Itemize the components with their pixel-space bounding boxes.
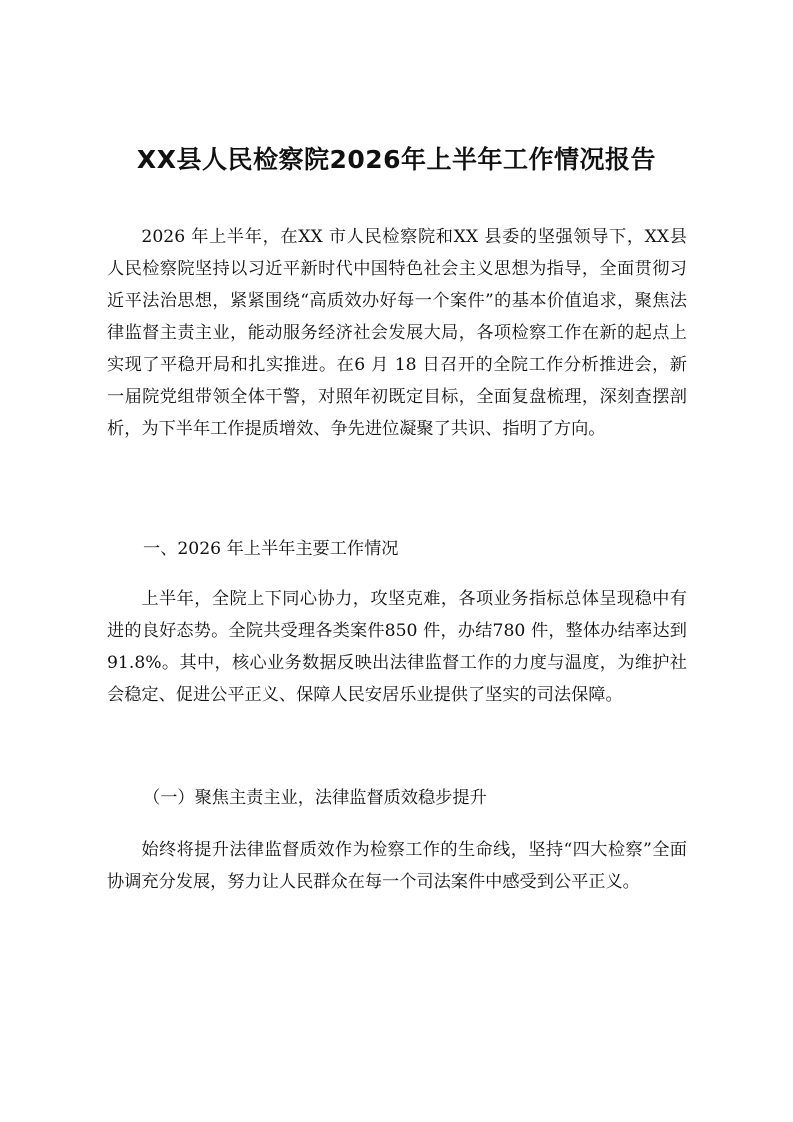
section-paragraph: 上半年，全院上下同心协力，攻坚克难，各项业务指标总体呈现稳中有进的良好态势。全院共受理各类案件850 件，办结780 件，整体办结率达到91.8%。其中，核心业务数据反映出法律监督工作的力度与温度，为维护社会稳定、促进公平正义、保障人民安居乐业提供了坚实的司法保障。 [107,589,687,705]
section-heading: 一、2026 年上半年主要工作情况 [143,539,399,559]
document-title: XX县人民检察院2026年上半年工作情况报告 [136,145,657,174]
subsection-paragraph: 始终将提升法律监督质效作为检察工作的生命线，坚持“四大检察”全面协调充分发展，努力让人民群众在每一个司法案件中感受到公平正义。 [107,840,687,892]
intro-paragraph: 2026 年上半年，在XX 市人民检察院和XX 县委的坚强领导下，XX县人民检察院坚持以习近平新时代中国特色社会主义思想为指导，全面贯彻习近平法治思想，紧紧围绕“高质效办好每一个案件”的基本价值追求，聚焦法律监督主责主业，能动服务经济社会发展大局，各项检察工作在新的起点上实现了平稳开局和扎实推进。在6 月 18 日召开的全院工作分析推进会，新一届院党组带领全体干警，对照年初既定目标，全面复盘梳理，深刻查摆剖析，为下半年工作提质增效、争先进位凝聚了共识、指明了方向。 [107,227,687,439]
subsection-heading: （一）聚焦主责主业，法律监督质效稳步提升 [143,788,487,808]
